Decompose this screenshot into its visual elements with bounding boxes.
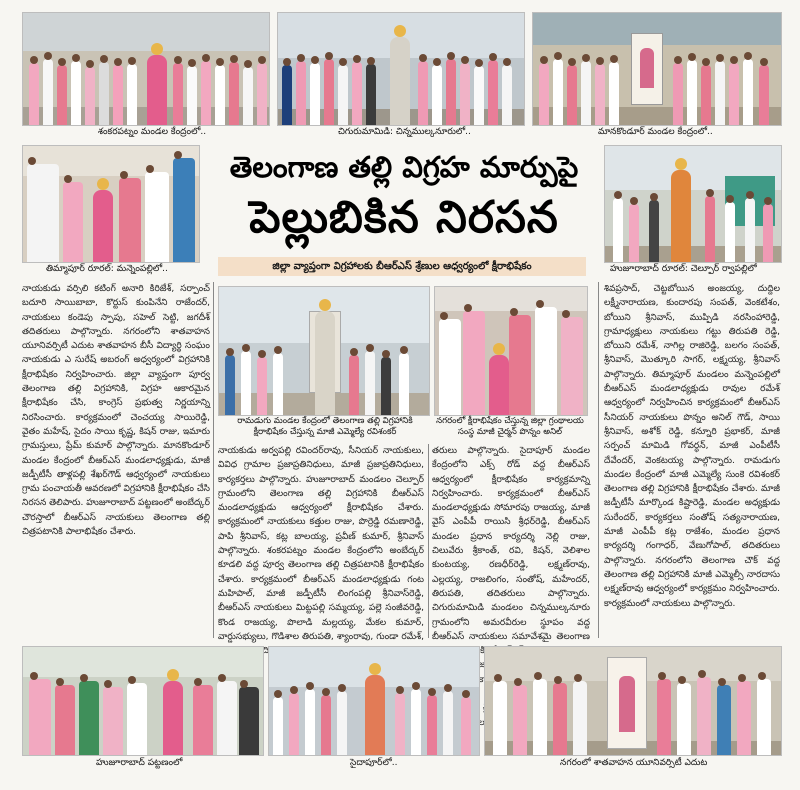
photo-karimnagar-city [434, 286, 588, 416]
subheadline: జిల్లా వ్యాప్తంగా విగ్రహాలకు బీఆర్‌ఎస్ శ్రేణుల ఆధ్వర్యంలో క్షీరాభిషేకం [218, 257, 586, 276]
caption-huzurabad-rural: హుజూరాబాద్ రూరల్: చెల్పూర్ ర్వాపల్లిలో [610, 264, 757, 274]
caption-chigurumamidi: చిగురుమామిడి: చిన్నముల్కనూరులో.. [338, 127, 471, 137]
caption-ramadugu: రామడుగు మండల కేంద్రంలో తెలంగాణ తల్లి విగ్రహానికి క్షీరాభిషేకం చేస్తున్న మాజీ ఎమ్మెల్యే రవిశంకర్ [237, 416, 413, 437]
photo-shankarapatnam [22, 12, 270, 126]
photo-huzurabad-town [22, 646, 264, 756]
portrait-frame [631, 33, 663, 105]
headline-line1: తెలంగాణ తల్లి విగ్రహ మార్పుపై [229, 150, 579, 184]
column-divider [598, 282, 599, 638]
article-column-left: నాయకుడు వర్సిలి కటింగ్ అనారి కిరిజేశ్, సర్పాంచ్ బదూరి సాయిబాబా, కొర్టుస్ కుంపినేని రాజేందర్, నాయకులు కండెపు స్పాపు, సహెల్ సెట్టి, జగదీశ్ తదితరులు పాల్గొన్నారు. నగరంలోని శాతవాహన యూనివర్సిటీ ఎదుట శాతవాహన బీసీ విద్యార్థి సంఘం నాయకుడు ఎ సురేష్ అబరంగ్ అధ్వర్యంలో విగ్రహానికి క్షీరాభిషేకం నిర్వహించారు. జిల్లా వ్యాప్తంగా పూర్వ తెలంగాణ తల్లి విగ్రహానికి, విగ్రహ ఆకారమైన క్షీరాభిషేకం చేసి, కాంగ్రెస్ ప్రభుత్వ నిర్ణయాన్ని నిరసించారు. కార్యక్రమంలో చెంచయ్య సాయిరెడ్డి, వైతం మహేష్, సైదం సాయి కృష్ణ, కిషన్ రాజు, ఇమారు గ్రామస్తులు, ప్రేమ్ కుమార్ పాల్గొన్నారు. మానకొండూర్ మండల కేంద్రంలో బీఆర్‌ఎస్ మండలాధ్యక్షుడు, మాజీ జడ్పీటీసీ తాళ్లపల్లి శేఖర్‌గౌడ్ ఆధ్వర్యంలో నాయకులు గ్రామ పంచాయతీ ఆవరణలో విగ్రహానికి క్షీరాభిషేకం చేసి నిరసన తెలిపారు. హుజూరాబాద్ పట్టణంలో అంబేద్కర్ చౌరస్తాలో బీఆర్‌ఎస్ నాయకులు తెలంగాణ తల్లి చిత్రపటానికి పాలాభిషేకం చేశారు. [22, 284, 210, 538]
article-column-mid-right: తరులు పాల్గొన్నారు. సైదాపూర్ మండల కేంద్రంలోని ఎక్స్ రోడ్ వద్ద బీఆర్‌ఎస్ ఆధ్వర్యంలో క్షీరాభిషేకం కార్యక్రమాన్ని నిర్వహించారు. కార్యక్రమంలో బీఆర్‌ఎస్ మండలాధ్యక్షుడు సోమారపు రాజయ్య, మాజీ వైస్ ఎంపీపీ రాయిసి శ్రీధర్‌రెడ్డి, బీఆర్‌ఎస్ మండల ప్రధాన కార్యదర్శి నెల్లి రాజు, చిలువేరు శ్రీకాంత్, రవి, కిషన్, వెలిశాల కుంటయ్య, రణధీర్‌రెడ్డి, లక్ష్మణ్‌రావు, ఎల్లయ్య, రాజలింగం, సంతోష్, మహేందర్, తిరుపతి, తదితరులు పాల్గొన్నారు. చిగురుమామిడి మండలం చిన్నముల్కనూరు గ్రామంలోని అమరవీరుల స్థూపం వద్ద బీఆర్‌ఎస్ నాయకులు సమావేశమై తెలంగాణ [432, 446, 590, 642]
caption-shankarapatnam: శంకరపట్నం మండల కేంద్రంలో.. [98, 127, 207, 137]
photo-saidapur [268, 646, 480, 756]
caption-manakondur: మానకొండూర్ మండల కేంద్రంలో.. [598, 127, 713, 137]
photo-manakondur [532, 12, 782, 126]
photo-huzurabad-rural [604, 145, 782, 263]
article-column-mid-left: నాయకుడు అర్వపల్లి రవిందర్‌రావు, సీనియర్ నాయకులు, వివిధ గ్రామాల ప్రజాప్రతినిధులు, మాజీ ప్రజాప్రతినిధులు, కార్యకర్తలు పాల్గొన్నారు. హుజూరాబాద్ మండలం చెల్పూర్ గ్రామంలోని తెలంగాణ తల్లి విగ్రహానికి బీఆర్‌ఎస్ మండలాధ్యక్షుడు ఆధ్వర్యంలో క్షీరాభిషేకం చేశారు. కార్యక్రమంలో నాయకులు కత్తుల రాజు, పొర్రెడ్డి రమణారెడ్డి, పాపి శ్రీనివాస్, కట్ల బాలయ్య, ప్రవీణ్ కుమార్, శ్రీనివాస్ పాల్గొన్నారు. శంకరపట్నం మండల కేంద్రంలోని అంబేద్కర్ కూడలి వద్ద పూర్వ తెలంగాణ తల్లి చిత్రపటానికి క్షీరాభిషేకం చేశారు. కార్యక్రమంలో బీఆర్‌ఎస్ మండలాధ్యక్షుడు గంట మహిపాల్, మాజీ జడ్పీటీసీ లింగంపల్లి శ్రీనివాస్‌రెడ్డి, బీఆర్‌ఎస్ నాయకులు మిట్టపల్లి సమ్మయ్య, పల్లె సంజీవరెడ్డి, కొండ రాజయ్య, పొలాడి మల్లయ్య, మేకల కుమార్, వార్డుసభ్యులు, గొడిశాల తిరుపతి, శ్యాంరావు, గుండా రమేశ్, [218, 446, 424, 642]
caption-karimnagar-city: నగరంలో క్షీరాభిషేకం చేస్తున్న జిల్లా గ్రంథాలయ సంస్థ మాజీ చైర్మన్ పొన్నం అనిల్ [436, 416, 584, 437]
caption-huzurabad-town: హుజూరాబాద్ పట్టణంలో [96, 758, 183, 768]
caption-satavahana-university: నగరంలో శాతవాహన యూనివర్సిటీ ఎదుట [560, 758, 708, 768]
photo-chigurumamidi [277, 12, 525, 126]
photo-timmapur [22, 145, 200, 263]
column-divider [428, 444, 429, 638]
portrait-frame [607, 657, 647, 749]
headline-line2: పెల్లుబికిన నిరసన [249, 192, 559, 243]
caption-saidapur: సైదాపూర్‌లో.. [350, 758, 398, 768]
caption-timmapur: తిమ్మాపూర్ రూరల్: మన్నెంపల్లిలో.. [46, 264, 168, 274]
article-column-right: శివప్రసాద్, చెట్టబోయిన అంజయ్య, దుద్దిల లక్ష్మీనారాయణ, కుందారపు సంపత్, వెంకటేశం, బోయిని శ్రీనివాస్, ముప్పిడి నరసింహారెడ్డి, గ్రామాధ్యక్షులు నాయకులు గట్టు తిరుపతి రెడ్డి, బోయిని రమేశ్, నాగిల్ల రాజిరెడ్డి, బలగం సంపత్, శ్రీనివాస్, మొత్కూరి సాగర్, లక్ష్మయ్య, శ్రీనివాస్ పాల్గొన్నారు. తిమ్మాపూర్ మండలం మన్నెంపల్లిలో బీఆర్‌ఎస్ మండలాధ్యక్షుడు రావుల రమేశ్ ఆధ్వర్యంలో నిర్వహించిన కార్యక్రమంలో బీఆర్‌ఎస్ సీనియర్ నాయకులు పొన్నం అనిల్ గౌడ్, సాయి శ్రీనివాస్, అశోక్ రెడ్డి, కన్నూరి ప్రభాకర్, మాజీ సర్పంచ్ మామిడి గోవర్ధన్, మాజీ ఎంపీటీసీ దేవేందర్, వెంకటయ్య పాల్గొన్నారు. రామడుగు మండల కేంద్రంలో మాజీ ఎమ్మెల్యే సుంకె రవిశంకర్ తెలంగాణ తల్లి విగ్రహానికి క్షీరాభిషేకం చేశారు. మాజీ జడ్పీటీసీ మార్కొండ కిష్టారెడ్డి, మండల అధ్యక్షుడు సురేందర్, కార్యకర్తలు సంతోష్ సత్యనారాయణ, మాజీ ఎంపీపీ కట్ల రాజేశం, మండల ప్రధాన కార్యదర్శి గంగాధర్, వేణుగోపాల్, తదితరులు పాల్గొన్నారు. నగరంలోని తెలంగాణ చౌక్ వద్ద తెలంగాణ తల్లి విగ్రహానికి మాజీ ఎమ్మెల్సీ నారదాసు లక్ష్మణ్‌రావు ఆధ్వర్యంలో కార్యక్రమం నిర్వహించారు. కార్యక్రమంలో నాయకులు పాల్గొన్నారు. [604, 284, 780, 609]
column-divider [213, 282, 214, 638]
photo-ramadugu [218, 286, 430, 416]
photo-satavahana-university [484, 646, 782, 756]
